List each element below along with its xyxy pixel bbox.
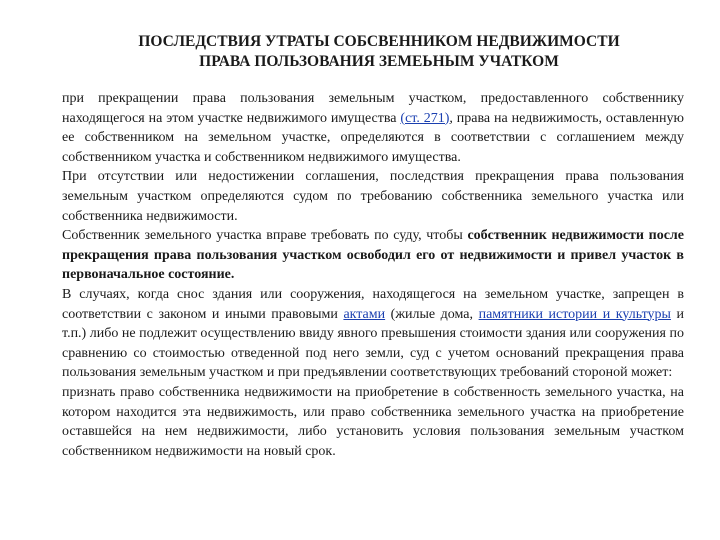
page-title — [62, 32, 684, 72]
title-line-1: ПОСЛЕДСТВИЯ УТРАТЫ СОБСВЕННИКОМ НЕДВИЖИМОСТИ — [138, 33, 620, 50]
paragraph-5: признать право собственника недвижимости на приобретение в собственность земельного участка, на котором находится эта недвижимость, или право собственника земельного участка на приобретение оставшейся на нем недвижимости, либо установить условия пользования земельным участком собственником недвижимости на новый срок. — [62, 384, 684, 459]
monuments-link[interactable]: памятники истории и культуры — [478, 306, 671, 322]
acts-link[interactable]: актами — [343, 306, 386, 322]
paragraph-4-text-b: (жилые дома, — [385, 306, 479, 322]
paragraph-2: При отсутствии или недостижении соглашения, последствия прекращения права пользования земельным участком определяются судом по требованию собственника земельного участка или собственника недвижимости. — [62, 169, 684, 224]
paragraph-4 — [62, 285, 684, 383]
paragraph-4-text-c: и т.п.) либо не подлежит осуществлению ввиду явного превышения стоимости здания или сооружения по сравнению со стоимостью отведенной под него земли, суд с учетом оснований прекращения права пользования земельным участком и при предъявлении соответствующих требований стороной может: — [62, 306, 685, 381]
paragraph-3 — [62, 226, 684, 285]
article-271-link[interactable]: (ст. 271) — [400, 110, 450, 126]
paragraph-3-text: Собственник земельного участка вправе требовать по суду, чтобы — [62, 228, 468, 244]
paragraph-1-text-a: при прекращении права пользования земельным участком, предоставленного собственнику находящегося на этом участке недвижимого имущества — [62, 91, 684, 126]
paragraph-1 — [62, 89, 684, 167]
paragraph-4-text-a: В случаях, когда снос здания или сооружения, находящегося на земельном участке, запрещен в соответствии с законом и иными правовыми — [62, 286, 684, 322]
body-text — [62, 89, 684, 461]
paragraph-3-bold: собственник недвижимости после прекращения права пользования участком освободил его от недвижимости и привел участок в первоначальное состояние. — [62, 228, 684, 283]
title-line-2: ПРАВА ПОЛЬЗОВАНИЯ ЗЕМЕЬНЫМ УЧАТКОМ — [199, 53, 559, 70]
paragraph-1-text-b: , права на недвижимость, оставленную ее собственником на земельном участке, определяются в соответствии с соглашением между собственником участка и собственником недвижимого имущества. — [62, 110, 684, 165]
